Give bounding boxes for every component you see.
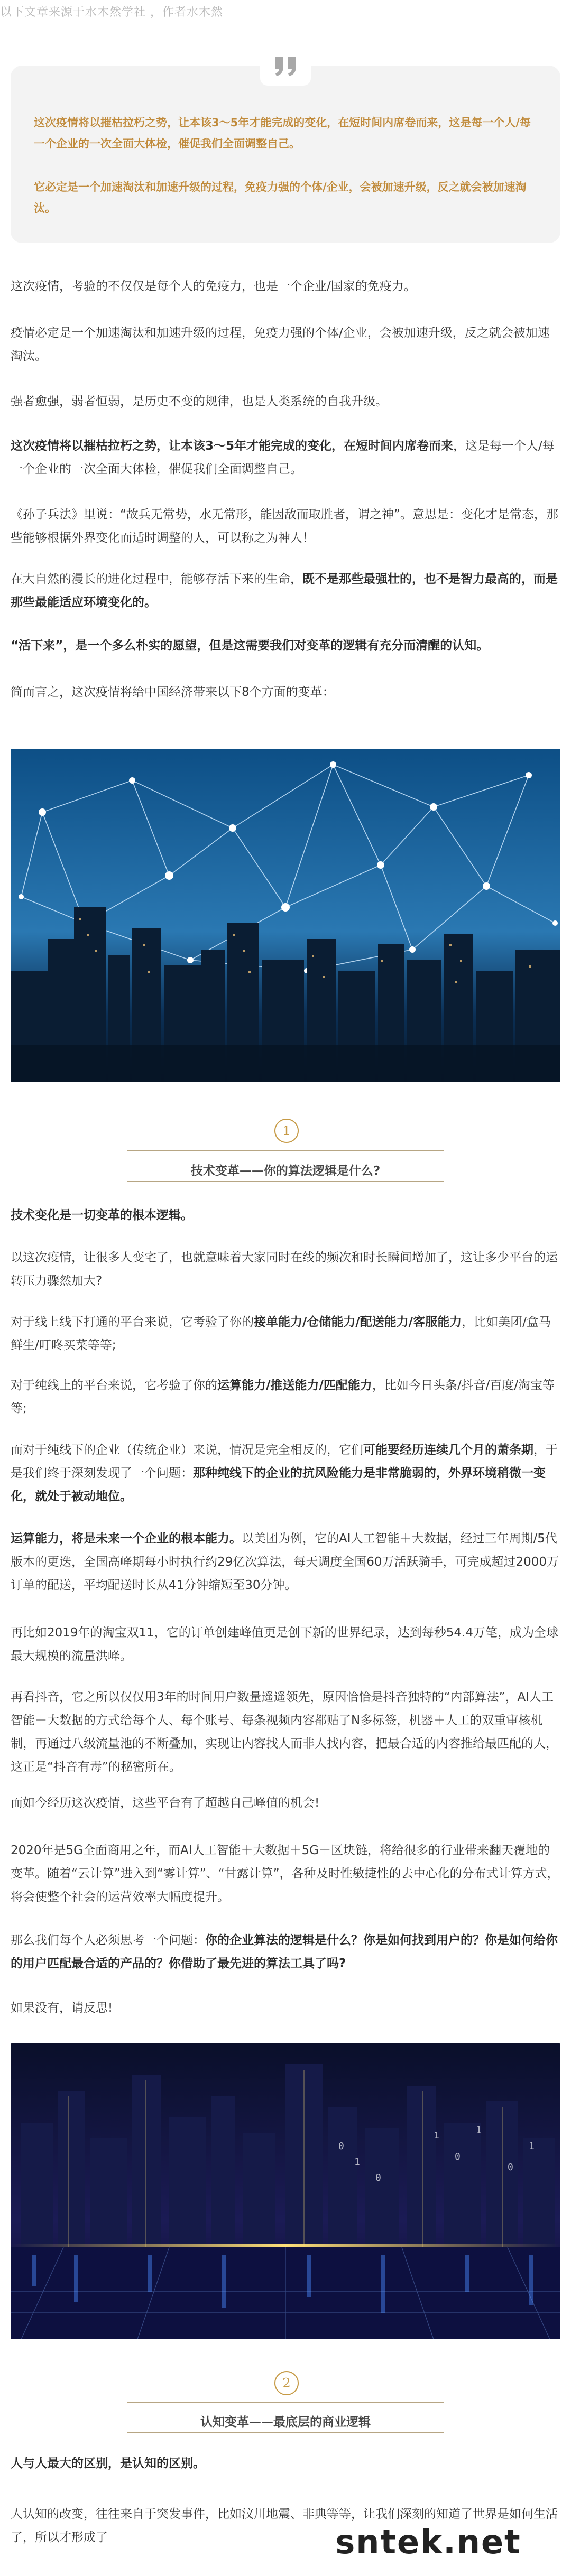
source-line[interactable]: 以下文章来源于水木然学社 ，作者水木然: [0, 6, 223, 19]
svg-text:1: 1: [476, 2125, 482, 2136]
svg-text:1: 1: [354, 2156, 360, 2168]
plain-text: ，这是每一个人/每一个企业的一次全面大体检，催促我们全面调整自己。: [11, 439, 555, 476]
bold-text: 运算能力，将是未来一个企业的根本能力。: [11, 1532, 242, 1546]
plain-text: ，于是我们终于深刻发现了一个问题：: [11, 1443, 558, 1480]
section-number: 1: [274, 1119, 299, 1143]
svg-text:0: 0: [455, 2151, 461, 2162]
paragraph: [11, 1527, 560, 1597]
section-divider: [127, 2432, 444, 2433]
bold-text: 你的企业算法的逻辑是什么？你是如何找到用户的？你是如何给你的用户匹配最合适的产品的？你借助了最先进的算法工具了吗?: [11, 1933, 558, 1970]
section-divider: [127, 1150, 444, 1151]
quote-badge: [260, 49, 311, 86]
paragraph: 《孙子兵法》里说：“故兵无常势，水无常形，能因敌而取胜者，谓之神”。意思是：变化才是常态，那些能够根据外界变化而适时调整的人，可以称之为神人！: [11, 508, 558, 545]
plain-text: 对于线上线下打通的平台来说，它考验了你的: [11, 1315, 254, 1329]
paragraph: [11, 634, 560, 657]
pull-quote-paragraph-1: 这次疫情将以摧枯拉朽之势，让本该3～5年才能完成的变化，在短时间内席卷而来，这是每一个人/每一个企业的一次全面大体检，催促我们全面调整自己。: [34, 116, 531, 150]
section-number: 2: [274, 2371, 299, 2395]
bold-text: 运算能力/推送能力/匹配能力: [217, 1379, 372, 1392]
svg-text:0: 0: [508, 2162, 513, 2173]
city-network-image: [11, 749, 560, 1082]
city-data-image: [11, 2043, 560, 2339]
bold-text: 这次疫情将以摧枯拉朽之势，让本该3～5年才能完成的变化，在短时间内席卷而来: [11, 439, 454, 453]
paragraph: 简而言之，这次疫情将给中国经济带来以下8个方面的变革：: [11, 685, 335, 699]
paragraph: 这次疫情，考验的不仅仅是每个人的免疫力，也是一个企业/国家的免疫力。: [11, 280, 416, 293]
paragraph: [11, 1310, 560, 1357]
paragraph: 以这次疫情，让很多人变宅了，也就意味着大家同时在线的频次和时长瞬间增加了，这让多少平台的运转压力骤然加大?: [11, 1251, 558, 1288]
quote-icon: [273, 55, 298, 78]
paragraph: [11, 1374, 560, 1420]
plain-text: 在大自然的漫长的进化过程中，能够存活下来的生命，: [11, 572, 302, 586]
paragraph: 强者愈强，弱者恒弱，是历史不变的规律，也是人类系统的自我升级。: [11, 395, 388, 408]
paragraph: 技术变化是一切变革的根本逻辑。: [11, 1208, 193, 1222]
paragraph: 2020年是5G全面商用之年，而AI人工智能＋大数据＋5G＋区块链，将给很多的行业带来翻天覆地的变革。随着“云计算”进入到“雾计算”、“甘露计算”，各种及时性敏捷性的去中心化的分布式计算方式，将会使整个社会的运营效率大幅度提升。: [11, 1844, 559, 1904]
svg-text:0: 0: [375, 2172, 381, 2183]
bold-text: 那种纯线下的企业的抗风险能力是非常脆弱的，外界环境稍微一变化，就处于被动地位。: [11, 1466, 546, 1503]
paragraph: [11, 434, 560, 481]
pull-quote-box: [11, 66, 560, 243]
bold-text: 接单能力/仓储能力/配送能力/客服能力: [254, 1315, 462, 1329]
bold-text: 既不是那些最强壮的，也不是智力最高的，而是那些最能适应环境变化的。: [11, 572, 558, 609]
section-divider: [127, 2402, 444, 2403]
paragraph: 如果没有，请反思!: [11, 2001, 113, 2015]
paragraph: 人与人最大的区别，是认知的区别。: [11, 2457, 205, 2470]
svg-text:1: 1: [434, 2130, 439, 2141]
site-watermark: sntek.net: [335, 2523, 521, 2561]
section-divider: [127, 1181, 444, 1182]
plain-text: 以美团为例，它的AI人工智能＋大数据，经过三年周期/5代版本的更迭，全国高峰期每小时执行约29亿次算法，每天调度全国60万活跃骑手，可完成超过2000万订单的配送，平均配送时长从41分钟缩短至30分钟。: [11, 1532, 559, 1592]
plain-text: 而对于纯线下的企业（传统企业）来说，情况是完全相反的，它们: [11, 1443, 363, 1457]
paragraph: [11, 568, 560, 614]
paragraph: [11, 1929, 560, 1975]
svg-text:0: 0: [338, 2141, 344, 2152]
bold-text: 可能要经历连续几个月的萧条期: [363, 1443, 533, 1457]
paragraph: [11, 1438, 560, 1508]
section-title: 技术变革——你的算法逻辑是什么?: [190, 1164, 381, 1178]
plain-text: ，比如今日头条/抖音/百度/淘宝等等;: [11, 1379, 555, 1416]
plain-text: ，比如美团/盒马鲜生/叮咚买菜等等;: [11, 1315, 551, 1352]
pull-quote-paragraph-2: 它必定是一个加速淘汰和加速升级的过程，免疫力强的个体/企业，会被加速升级，反之就会被加速淘汰。: [34, 181, 527, 215]
plain-text: 那么我们每个人必须思考一个问题：: [11, 1933, 205, 1947]
paragraph: 人认知的改变，往往来自于突发事件，比如汶川地震、非典等等，让我们深刻的知道了世界是如何生活了，所以才形成了: [11, 2507, 558, 2544]
paragraph: 再看抖音，它之所以仅仅用3年的时间用户数量遥遥领先，原因恰恰是抖音独特的“内部算法”，AI人工智能＋大数据的方式给每个人、每个账号、每条视频内容都贴了N多标签，机器＋人工的双重审核机制，再通过八级流量池的不断叠加，实现让内容找人而非人找内容，把最合适的内容推给最匹配的人，这正是“抖音有毒”的秘密所在。: [11, 1690, 558, 1774]
paragraph: 再比如2019年的淘宝双11，它的订单创建峰值更是创下新的世界纪录，达到每秒54.4万笔，成为全球最大规模的流量洪峰。: [11, 1626, 559, 1663]
svg-text:1: 1: [529, 2141, 535, 2152]
paragraph: 疫情必定是一个加速淘汰和加速升级的过程，免疫力强的个体/企业，会被加速升级，反之就会被加速淘汰。: [11, 326, 550, 363]
plain-text: 对于纯线上的平台来说，它考验了你的: [11, 1379, 217, 1392]
paragraph: 而如今经历这次疫情，这些平台有了超越自己峰值的机会!: [11, 1796, 320, 1810]
bold-text: “活下来”，是一个多么朴实的愿望，但是这需要我们对变革的逻辑有充分而清醒的认知。: [11, 639, 489, 653]
section-title: 认知变革——最底层的商业逻辑: [200, 2415, 371, 2429]
